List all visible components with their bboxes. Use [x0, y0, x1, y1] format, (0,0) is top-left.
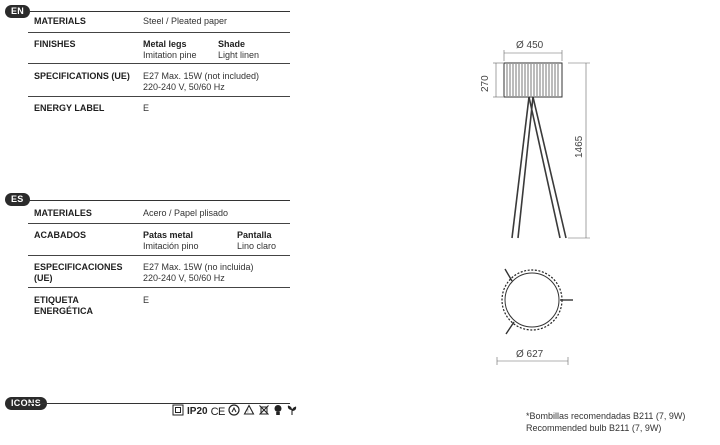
section-tag-es: ES [5, 193, 30, 206]
en-finish-shade-value: Light linen [218, 50, 260, 60]
lamp-top-view [502, 269, 573, 334]
es-finish-legs-value: Imitación pino [143, 241, 199, 251]
section-tag-icons: ICONS [5, 397, 47, 410]
shade-diameter-dimension [504, 50, 562, 61]
es-finishes-label: ACABADOS [34, 230, 87, 240]
svg-text:!: ! [247, 408, 249, 415]
total-height-label: 1465 [574, 135, 585, 158]
bulb-note-es: *Bombillas recomendadas B211 (7, 9W) [526, 411, 686, 421]
lamp-legs [512, 97, 566, 238]
es-materials-label: MATERIALES [34, 208, 92, 218]
section-tag-en: EN [5, 5, 30, 18]
es-specs-line2: 220-240 V, 50/60 Hz [143, 273, 225, 283]
en-specs-label: SPECIFICATIONS (UE) [34, 71, 130, 81]
es-specs-label-line1: ESPECIFICACIONES [34, 262, 123, 272]
en-materials-label: MATERIALS [34, 16, 86, 26]
shade-height-label: 270 [480, 75, 491, 92]
en-energy-label: ENERGY LABEL [34, 103, 105, 113]
en-finish-shade-title: Shade [218, 39, 246, 49]
es-energy-label-line2: ENERGÉTICA [34, 306, 94, 316]
ip-rating-label: IP20 [187, 406, 208, 417]
base-diameter-label: Ø 627 [516, 349, 544, 360]
en-finishes-label: FINISHES [34, 39, 76, 49]
es-materials-value: Acero / Papel plisado [143, 208, 229, 218]
en-finish-legs-title: Metal legs [143, 39, 187, 49]
en-materials-value: Steel / Pleated paper [143, 16, 228, 26]
es-finish-legs-title: Patas metal [143, 230, 194, 240]
ce-icon: CE [210, 406, 225, 418]
es-finish-shade-value: Lino claro [237, 241, 277, 251]
en-finish-legs-value: Imitation pine [143, 50, 197, 60]
en-energy-value: E [143, 103, 150, 113]
es-specs-label-line2: (UE) [34, 273, 53, 283]
shade-diameter-label: Ø 450 [516, 40, 544, 51]
lamp-shade [504, 63, 562, 97]
es-energy-value: E [143, 295, 150, 305]
es-energy-label-line1: ETIQUETA [34, 295, 79, 305]
es-specs-line1: E27 Max. 15W (no incluida) [143, 262, 254, 272]
shade-height-dimension [493, 63, 503, 97]
es-finish-shade-title: Pantalla [237, 230, 272, 240]
bulb-note-en: Recommended bulb B211 (7, 9W) [526, 423, 662, 433]
en-specs-line2: 220-240 V, 50/60 Hz [143, 82, 225, 92]
en-specs-line1: E27 Max. 15W (not included) [143, 71, 260, 81]
